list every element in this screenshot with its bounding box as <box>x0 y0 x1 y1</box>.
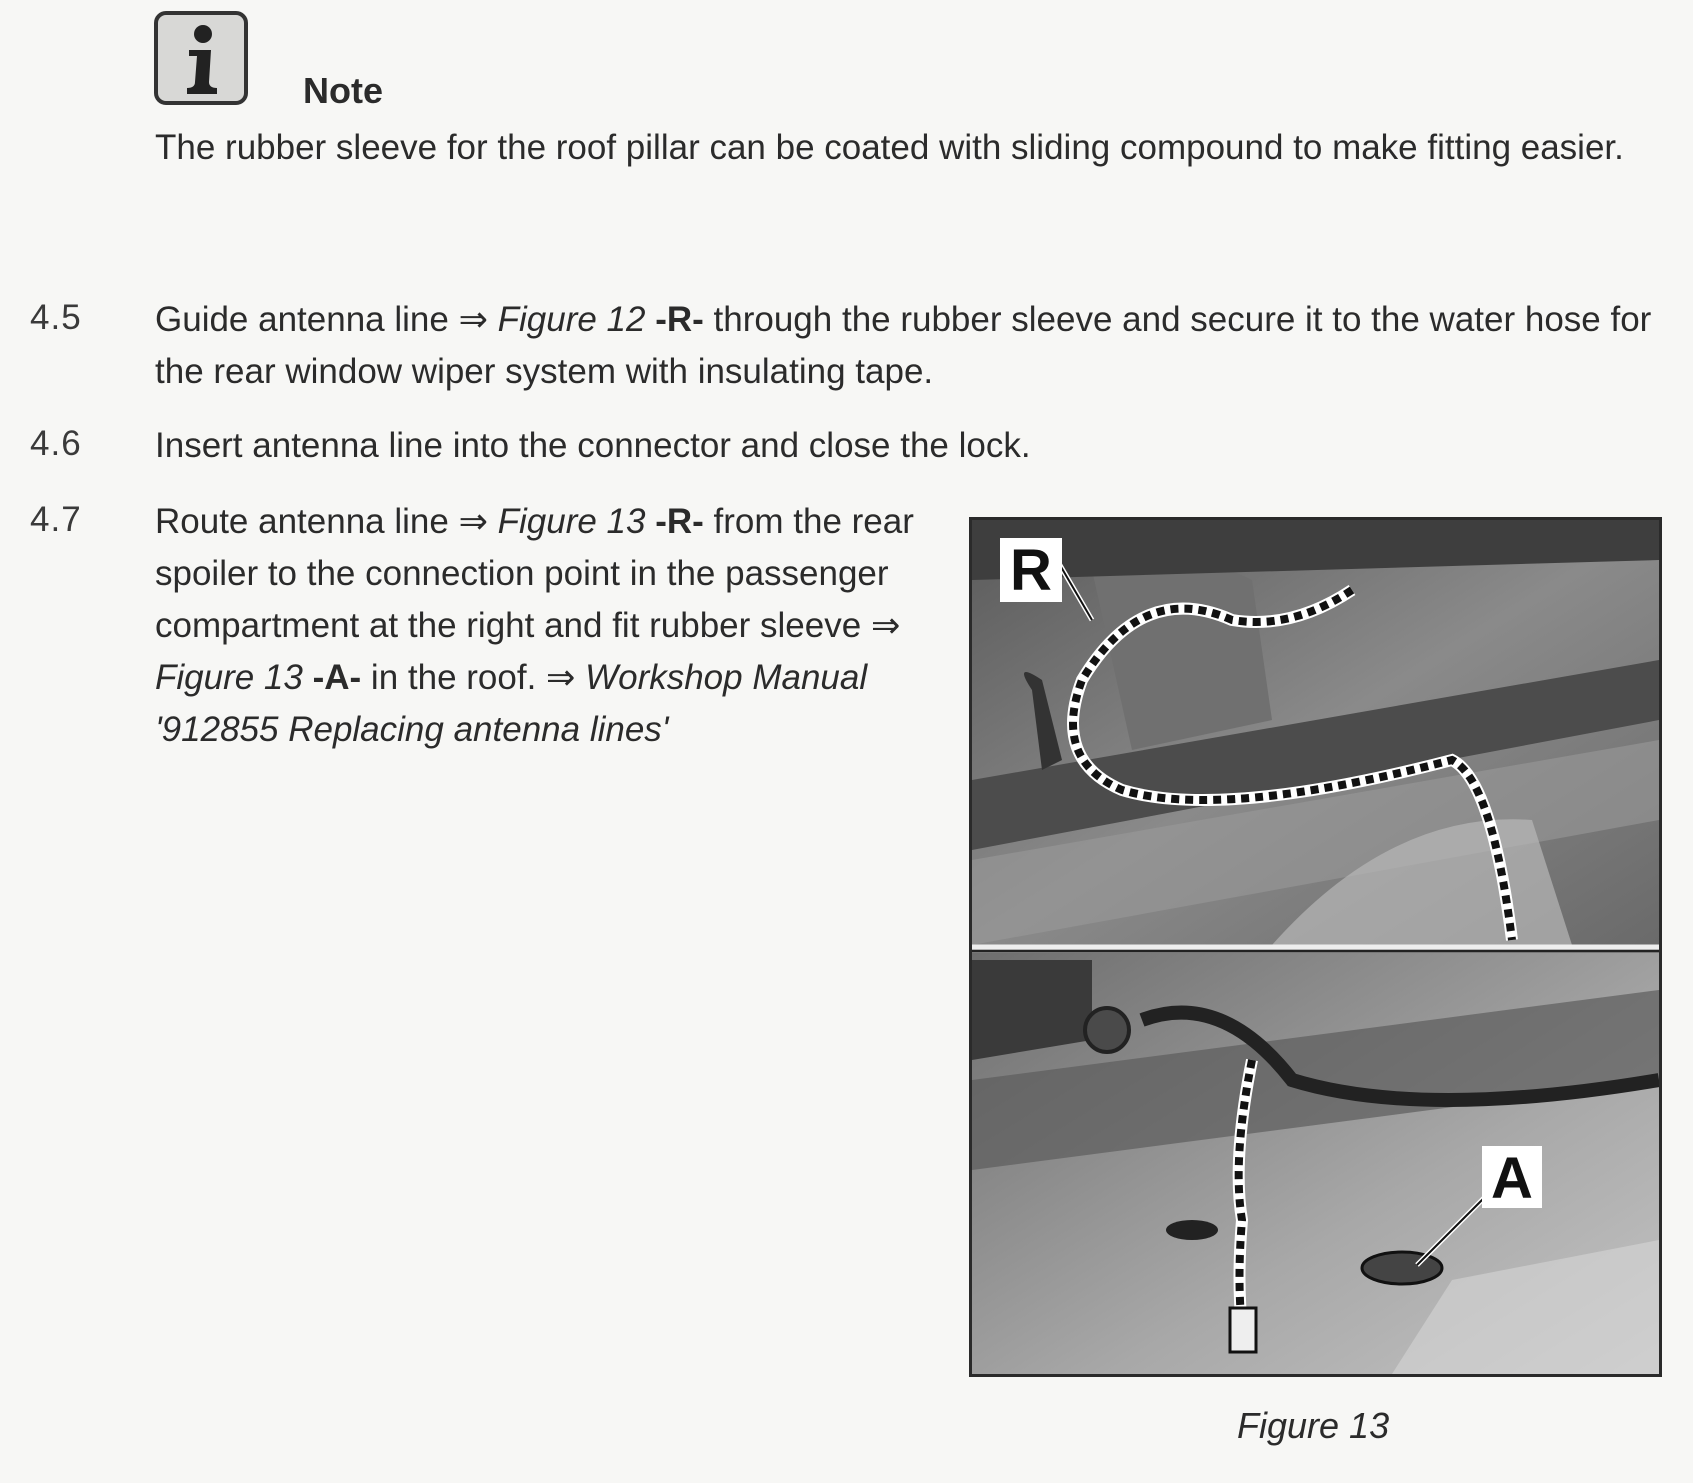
figure-callout: -R- <box>645 502 704 541</box>
text-run: Guide antenna line <box>155 300 459 339</box>
figure-callout: -R- <box>645 300 704 339</box>
upper-detail-view <box>972 520 1659 945</box>
info-icon <box>153 10 249 106</box>
text-run: in the roof. <box>361 658 547 697</box>
note-body: The rubber sleeve for the roof pillar can be coated with sliding compound to make fitting easier. <box>155 128 1624 167</box>
text-run: Insert antenna line into the connector and close the lock. <box>155 426 1031 465</box>
step-text <box>155 294 1675 398</box>
figure-link[interactable]: Figure 13 <box>487 502 646 541</box>
text-run: from the rear spoiler to the connection point in the passenger compartment at the right and fit rubber sleeve <box>155 502 914 645</box>
step-number: 4.6 <box>30 424 82 463</box>
step-number: 4.5 <box>30 298 82 337</box>
arrow-icon: ⇒ <box>458 502 488 541</box>
lower-detail-view <box>972 953 1659 1374</box>
figure-callout: -A- <box>302 658 362 697</box>
figure-link[interactable]: Figure 13 <box>155 658 303 697</box>
note-title: Note <box>303 70 383 111</box>
figure-caption: Figure 13 <box>1237 1405 1390 1446</box>
text-run: through the rubber sleeve and secure it to the water hose for the rear window wiper system with insulating tape. <box>155 300 1652 391</box>
text-run: Route antenna line <box>155 502 459 541</box>
figure-label-a: A <box>1491 1146 1533 1211</box>
step-text <box>155 420 1555 472</box>
arrow-icon: ⇒ <box>870 606 901 645</box>
workshop-manual-link[interactable]: ⇒ Workshop Manual '912855 Replacing antenna lines' <box>155 658 868 749</box>
step-text <box>155 496 915 756</box>
arrow-icon: ⇒ <box>458 300 488 339</box>
step-number: 4.7 <box>30 500 82 539</box>
figure-label-r: R <box>1010 538 1052 603</box>
figure-13-image <box>969 517 1662 1377</box>
figure-link[interactable]: Figure 12 <box>487 300 646 339</box>
